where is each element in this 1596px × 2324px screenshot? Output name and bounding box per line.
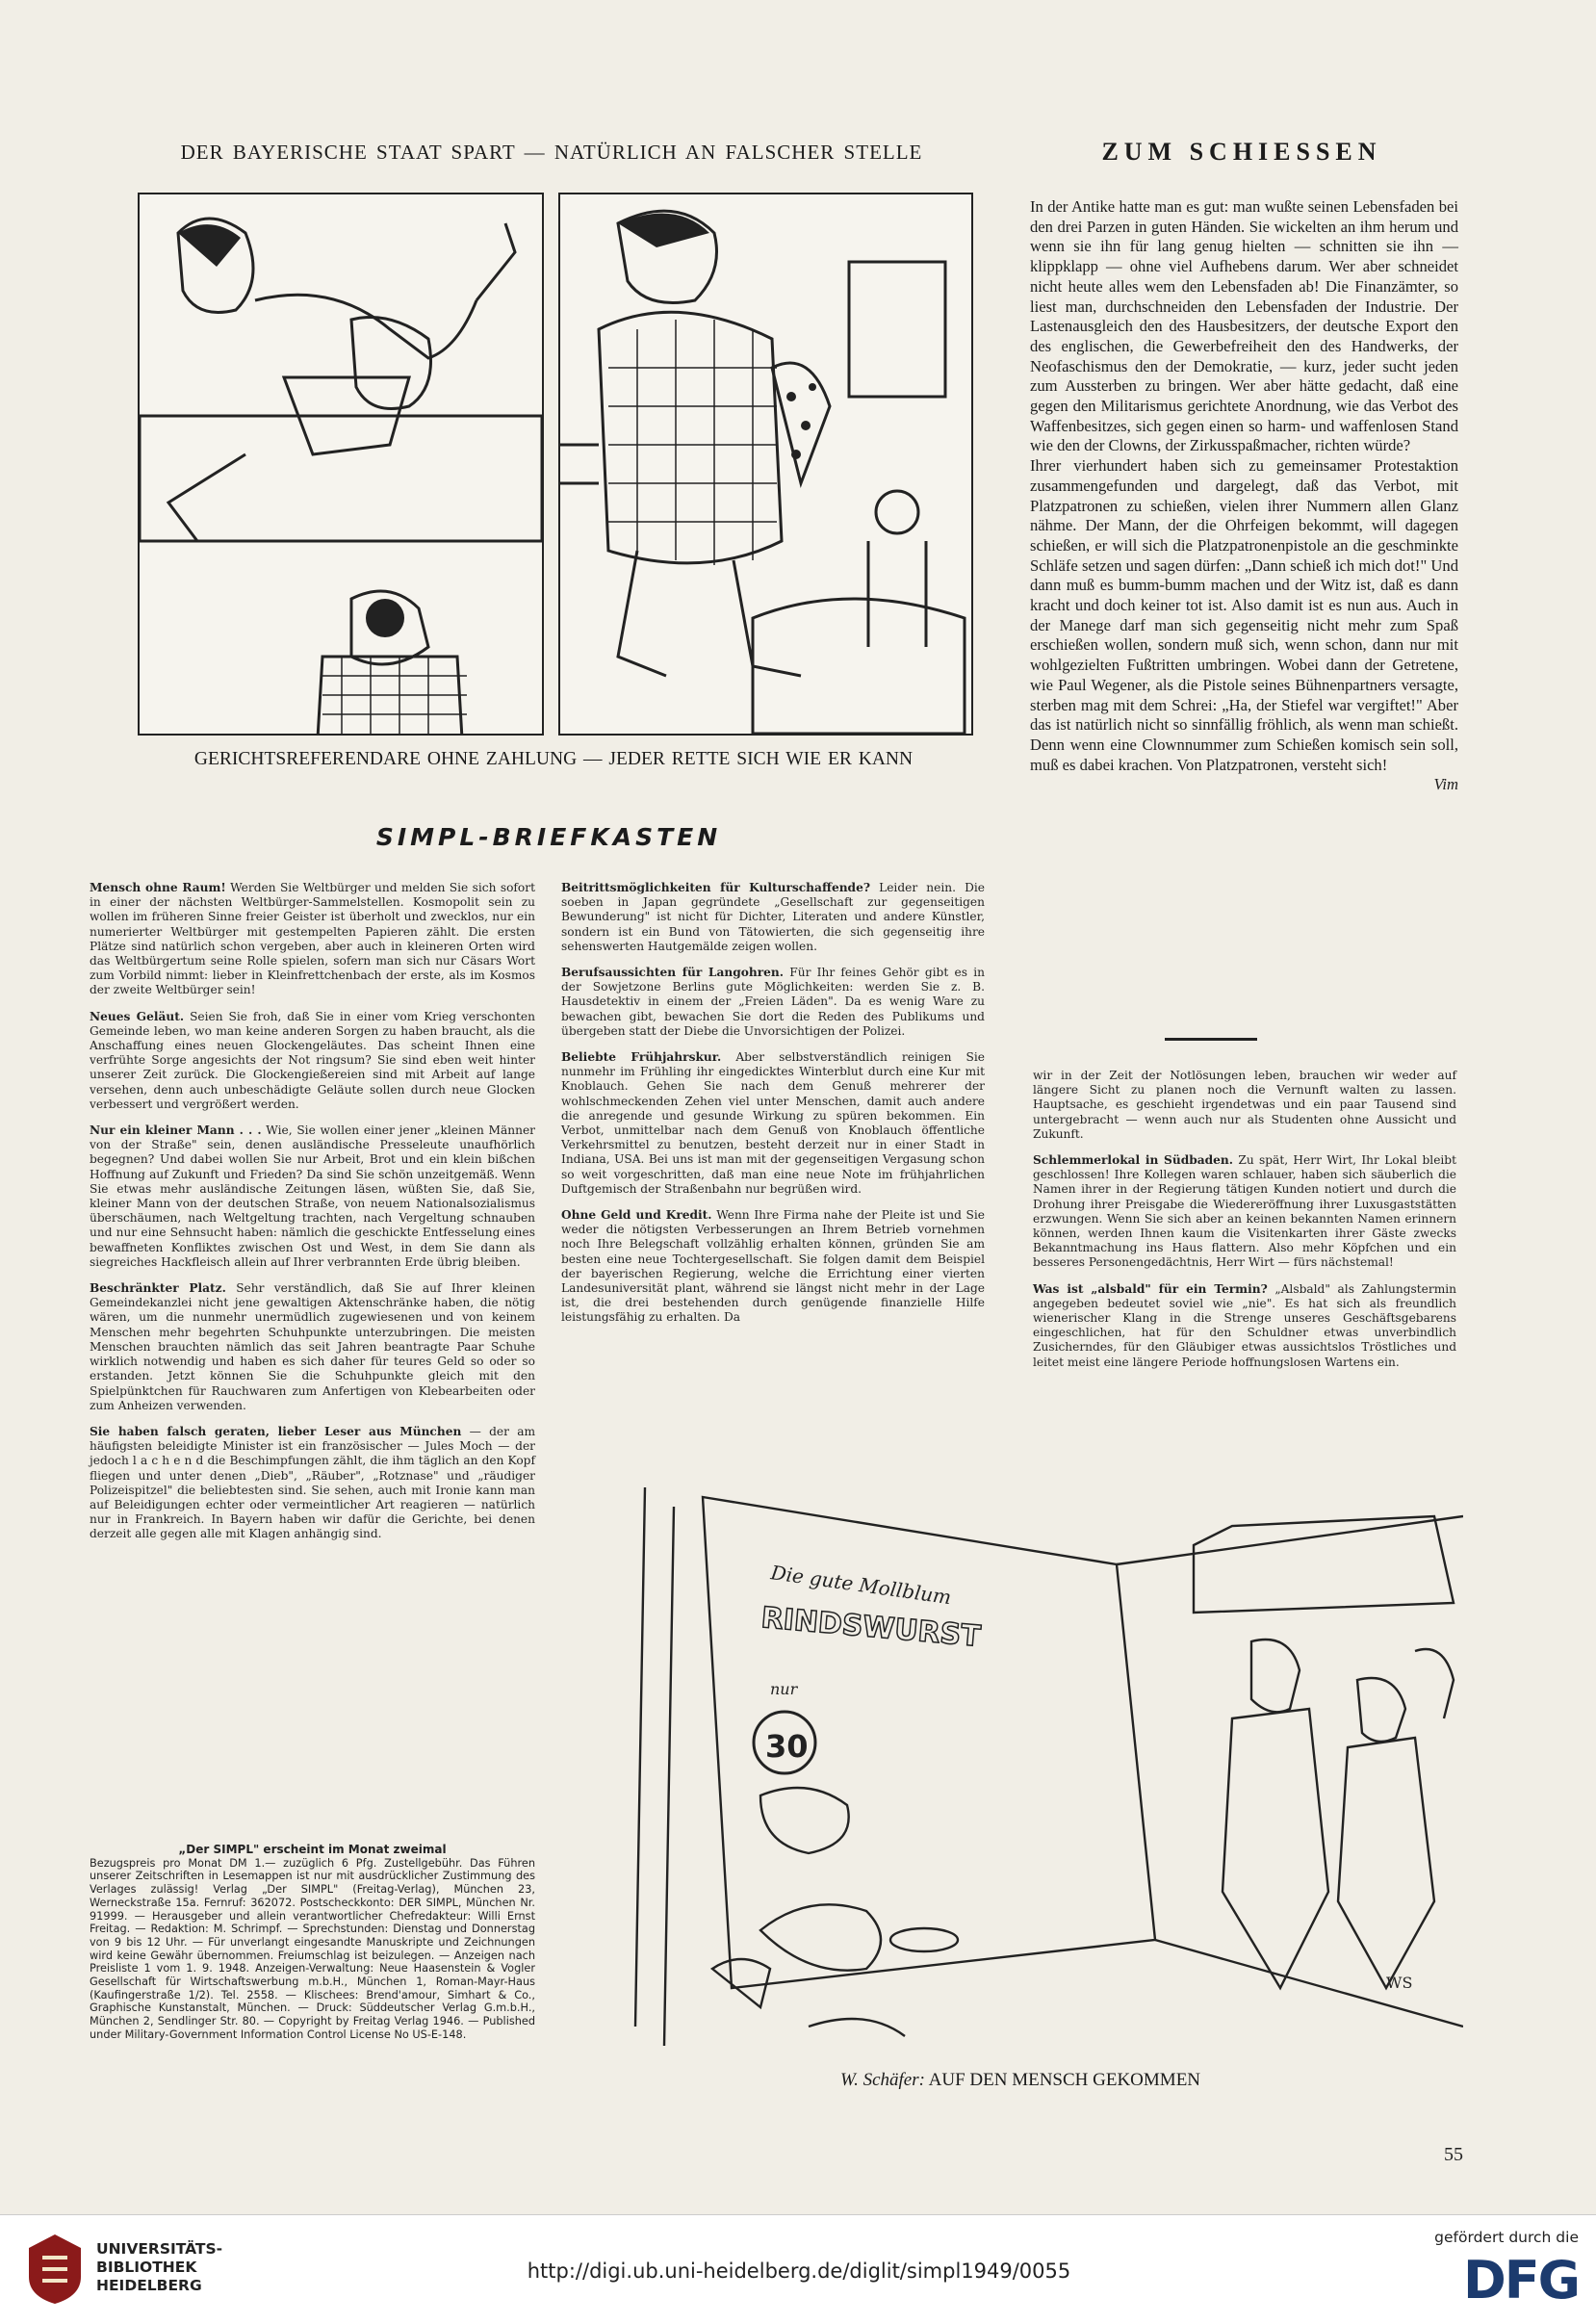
briefkasten-left-column xyxy=(90,881,535,1554)
essay-signature: Vim xyxy=(1433,775,1458,794)
bottom-cartoon xyxy=(616,1487,1463,2046)
briefkasten-right-column xyxy=(1033,1069,1456,1381)
page-number: 55 xyxy=(1444,2144,1463,2165)
price-tag-label: nur xyxy=(770,1680,798,1698)
shop-sign-script: Die gute Mollblum xyxy=(769,1561,953,1610)
letter-entry: Was ist „alsbald" für ein Termin? „Alsbald" als Zahlungstermin angegeben bedeutet soviel wie „nie". Es hat sich als freundlich wienerischer Klang in die Strenge unseres Geschäftsgebarens eingeschlichen, hat für den Schuldner etwas unverbindlich Zusicherndes, für den Gläubiger etwas aussichtslos Tröstliches und leitet meist eine längere Periode hoffnungslosen Wartens ein. xyxy=(1033,1281,1457,1369)
cartoon-butcher-window-drawing xyxy=(616,1487,1463,2046)
bottom-cartoon-caption xyxy=(751,2070,1290,2091)
dfg-logo: DFG xyxy=(1462,2250,1579,2311)
cartoon-artist: W. Schäfer: xyxy=(839,2070,925,2090)
cartoon-cafe-drawing xyxy=(560,194,971,734)
price-tag-value: 30 xyxy=(765,1728,809,1765)
library-name-line3: HEIDELBERG xyxy=(96,2277,202,2294)
cartoon-caption-text: AUF DEN MENSCH GEKOMMEN xyxy=(928,2070,1201,2090)
letter-entry: Beschränkter Platz. Sehr verständlich, daß Sie auf Ihrer kleinen Gemeindekanzlei nicht jene gewaltigen Aktenschränke haben, die nötig wären, um die nunmehr unermüdlich zugewiesenen und von keinem Menschen mehr begehrten Schuhpunkte unterzubringen. Die meisten Menschen brauchten nämlich das seit Jahren beantragte Paar Schuhe wirklich notwendig und haben es sich daher für teures Geld so oder so erstanden. Jetzt können Sie die Schuhpunkte gleich mit den Spielpünktchen für Rauchwaren zum Anfertigen von Klebearbeiten oder zum Anheizen verwenden. xyxy=(90,1281,536,1412)
imprint-title: „Der SIMPL" erscheint im Monat zweimal xyxy=(178,1843,447,1856)
imprint-text: Bezugspreis pro Monat DM 1.— zuzüglich 6 Pfg. Zustellgebühr. Das Führen unserer Zeitschriften in Lesemappen ist nur mit ausdrücklicher Zustimmung des Verlages zulässig! Verlag „Der SIMPL" (Freitag-Verlag), München 23, Werneckstraße 15a. Fernruf: 362072. Postscheckkonto: DER SIMPL, München Nr. 91999. — Herausgeber und allein verantwortlicher Chefredakteur: Willi Ernst Freitag. — Redaktion: M. Schrimpf. — Sprechstunden: Dienstag und Donnerstag von 9 bis 12 Uhr. — Für unverlangt eingesandte Manuskripte und Zeichnungen wird keine Gewähr übernommen. Freiumschlag ist beizulegen. — Anzeigen nach Preisliste 1 vom 1. 9. 1948. Anzeigen-Verwaltung: Neue Haasenstein & Vogler Gesellschaft für Wirtschaftswerbung m.b.H., München 1, Roman-Mayr-Haus (Kaufingerstraße 1/2). Tel. 2558. — Klischees: Brend'amour, Simhart & Co., Graphische Kunstanstalt, München. — Druck: Süddeutscher Verlag G.m.b.H., München 2, Sendlinger Str. 80. — Copyright by Freitag Verlag 1946. — Published under Military-Government Information Control License No US-E-148. xyxy=(90,1856,535,2041)
cartoon-judge-drawing xyxy=(140,194,542,734)
letter-entry: Schlemmerlokal in Südbaden. Zu spät, Herr Wirt, Ihr Lokal bleibt geschlossen! Ihre Kollegen waren schlauer, haben sich säuberlich die Namen ihrer in der Regierung tätigen Kunden notiert und durch die Drohung ihrer Preisgabe die Wiedereröffnung ihrer Luxusgaststätten erzwungen. Wenn Sie sich aber an keinen bekannten Namen erinnern können, werden Ihnen kaum die Visitenkarten ihrer Gäste zwecks Bekanntmachung ins Haus flattern. Also mehr Köpfchen und ein besseres Personengedächtnis, Herr Wirt — fürs nächstemal! xyxy=(1033,1153,1457,1270)
letter-entry: Berufsaussichten für Langohren. Für Ihr feines Gehör gibt es in der Sowjetzone Berlins gute Möglichkeiten: werden Sie z. B. Hausdetektiv in einem der „Freien Läden". Da es wenig Ware zu bewachen gibt, bewachen Sie dort die Reden des Publikums und übergeben statt der Diebe die Unvorsichtigen der Polizei. xyxy=(561,966,985,1038)
library-footer xyxy=(0,2214,1596,2324)
imprint-block xyxy=(90,1844,535,2042)
letter-entry: Nur ein kleiner Mann . . . Wie, Sie wollen einer jener „kleinen Männer von der Straße" sein, denen ausländische Presseleute unaufhörlich begegnen? Und dabei wollen Sie nur Arbeit, Brot und ein klein bißchen Hoffnung auf Zukunft und Frieden? Da sind Sie schön unzeitgemäß. Wenn Sie etwas mehr ausländische Zeitungen läsen, wüßten Sie, daß Sie, kleiner Mann von der deutschen Straße, von neuem Nationalsozialismus überschäumen, nach Weltgeltung trachten, nach Vergeltung schnauben und nur eine Sehnsucht haben: nämlich die geschickte Entfesselung eines bewaffneten Konfliktes zwischen Ost und West, in dem Sie dann als siegreiches Hackfleisch allein auf Ihrer verbrannten Erde übrig bleiben. xyxy=(90,1123,536,1269)
artist-initials: WS xyxy=(1386,1974,1413,1992)
essay-paragraph-1: In der Antike hatte man es gut: man wußte seinen Lebensfaden bei den drei Parzen in guten Händen. Sie wickelten an ihm herum und wenn sie ihn für lang genug hielten — schnitten sie ihn — klippklapp — ohne viel Aufhebens darum. Wer aber schneidet nicht heute alles wem den Lebensfaden ab! Die Finanzämter, so liest man, durchschneiden den Lebensfaden der Industrie. Der Lastenausgleich den des Hausbesitzers, der deutsche Export den des englischen, die Gewerbefreiheit den des Handwerks, der Neofaschismus den der Demokratie, — kurz, jeder sucht jeden zum Aussterben zu bringen. Wer aber hätte gedacht, daß eine gegen den Militarismus gerichtete Anordnung, wie das Verbot des Waffenbesitzes, sich gegen einen so harm- und waffenlosen Stand wie den der Clowns, der Zirkusspaßmacher, richten würde? xyxy=(1030,197,1458,455)
essay-title: ZUM SCHIESSEN xyxy=(1101,138,1382,166)
letter-entry: Sie haben falsch geraten, lieber Leser aus München — der am häufigsten beleidigte Minister ist ein französischer — Jules Moch — der jedoch l a c h e n d die Beschimpfungen zählt, die ihm täglich an den Kopf fliegen und unter denen „Dieb", „Räuber", „Rotznase" und „räudiger Polizeispitzel" die beliebtesten sind. Sie sehen, auch mit Ironie kann man auf Beleidigungen echter oder vermeintlicher Art reagieren — natürlich nur in Frankreich. In Bayern haben wir dafür die Gerichte, bei denen derzeit alle gegen alle mit Klagen anhängig sind. xyxy=(90,1424,536,1541)
letter-entry: Ohne Geld und Kredit. Wenn Ihre Firma nahe der Pleite ist und Sie weder die nötigsten Verbesserungen an Ihrem Betrieb vornehmen noch Ihre Belegschaft vollzählig erhalten können, gründen Sie am besten eine neue Tochtergesellschaft. Sie folgen damit dem Beispiel der bayerischen Regierung, welche die Errichtung einer vierten Landesuniversität plant, während sie längst nicht mehr in der Lage ist, die drei bestehenden durch genügende finanzielle Hilfe leistungsfähig zu erhalten. Da xyxy=(561,1208,986,1325)
letter-entry: Beliebte Frühjahrskur. Aber selbstverständlich reinigen Sie nunmehr im Frühling ihr eingedicktes Winterblut durch eine Kur mit Knoblauch. Gehen Sie nach dem Genuß mehrerer der wohlschmeckenden Zehen viel unter Menschen, damit auch andere die anregende und gesunde Wirkung zu spüren bekommen. Ein Verbot, unmittelbar nach dem Genuß von Knoblauch öffentliche Verkehrsmittel zu benutzen, besteht derzeit nur in einer Stadt in Indiana, USA. Bei uns ist man mit der gegenseitigen Vergasung schon so weit vorgeschritten, daß man eine neue Note im frühjahrlichen Duftgemisch der Straßenbahn nur begrüßen wird. xyxy=(561,1050,985,1196)
funding-label: gefördert durch die xyxy=(1434,2229,1579,2246)
shop-sign-rindswurst: RINDSWURST xyxy=(759,1601,982,1654)
briefkasten-mid-column xyxy=(561,881,985,1337)
letter-entry: Neues Geläut. Seien Sie froh, daß Sie in einer vom Krieg verschonten Gemeinde leben, wo man keine anderen Sorgen zu haben braucht, als die Anschaffung eines neuen Glockengeläutes. Das scheint Ihnen eine verfrühte Sorge angesichts der Not ringsum? Sie sind eben weit hinter unserer Zeit zurück. Die Glockengießereien sind mit Arbeit auf lange versehen, denn auch unbeschädigte Geläute sollen durch neue Glocken verbessert und vergrößert werden. xyxy=(90,1009,535,1111)
permalink-url[interactable]: http://digi.ub.uni-heidelberg.de/diglit/simpl1949/0055 xyxy=(527,2259,1071,2283)
cartoon-panel-right xyxy=(558,193,973,736)
letter-entry: Mensch ohne Raum! Werden Sie Weltbürger und melden Sie sich sofort in einer der nächsten Weltbürger-Sammelstellen. Kosmopolit sein zu wollen im früheren Sinne freier Geister ist überholt und zwecklos, nur ein numerierter Weltbürger mit gestempelten Papieren zählt. Die ersten Plätze sind natürlich schon vergeben, aber auch in kleineren Orten wird das Weltbürgertum seine Rolle spielen, sofern man sich nur Cäsars Wort zum Vorbild nimmt: lieber in Kleinfrettchenbach der erste, als im Kosmos der zweite Weltbürger sein! xyxy=(90,881,535,997)
library-name-line1: UNIVERSITÄTS- xyxy=(96,2240,223,2258)
library-name xyxy=(96,2240,222,2295)
top-cartoon-caption: GERICHTSREFERENDARE OHNE ZAHLUNG — JEDER RETTE SICH WIE ER KANN xyxy=(193,749,914,769)
essay-paragraph-2: Ihrer vierhundert haben sich zu gemeinsamer Protestaktion zusammengefunden und dargelegt, daß das Verbot, mit Platzpatronen zu schießen, vielen ihrer Nummern allen Glanz nähme. Der Mann, der die Ohrfeigen bekommt, will dagegen schießen, er will sich die Platzpatronenpistole an die geschminkte Schläfe setzen und sagen dürfen: „Dann schieß ich mich dot!" Und dann muß es bumm-bumm machen und der Witz ist, daß es dann kracht und doch keiner tot ist. Also damit ist es nun aus. Auch in der Manege darf man sich gegenseitig nicht mehr zum Spaß erschießen wollen, sondern muß sich, wenn schon, dann nur mit wohlgezielten Fußtritten umbringen. Wobei dann der Getretene, wie Paul Wegener, als die Pistole seines Bühnenpartners versagte, sterben mag mit dem Schrei: „Ha, der Stiefel war vergiftet!" Aber das ist natürlich nicht so sinnfällig fröhlich, als wenn man schießt. Denn wenn eine Clownnummer zum Schießen komisch sein soll, muß es dabei krachen. Von Platzpatronen, versteht sich! xyxy=(1030,456,1458,774)
letter-entry: Beitrittsmöglichkeiten für Kulturschaffende? Leider nein. Die soeben in Japan gegründete „Gesellschaft zur gegenseitigen Bewunderung" ist nicht für Dichter, Literaten und andere Künstler, sondern ist ein Bund von Tätowierten, die sich gegenseitig ihre sehenswerten Hautgemälde zeigen wollen. xyxy=(561,881,986,953)
left-header-title: DER BAYERISCHE STAAT SPART — NATÜRLICH AN FALSCHER STELLE xyxy=(180,141,923,164)
library-name-line2: BIBLIOTHEK xyxy=(96,2259,197,2276)
library-logo-icon xyxy=(25,2231,85,2306)
cartoon-panel-left xyxy=(138,193,544,736)
letter-entry: wir in der Zeit der Notlösungen leben, brauchen wir weder auf längere Sicht zu planen noch die Vernunft walten zu lassen. Hauptsache, es geschieht irgendetwas und ein paar Tausend sind untergebracht — wenn auch nur als Studenten ohne Aussicht und Zukunft. xyxy=(1033,1069,1456,1141)
essay-column xyxy=(1030,197,1458,795)
briefkasten-title: SIMPL-BRIEFKASTEN xyxy=(375,823,722,851)
column-divider-rule xyxy=(1165,1038,1257,1041)
